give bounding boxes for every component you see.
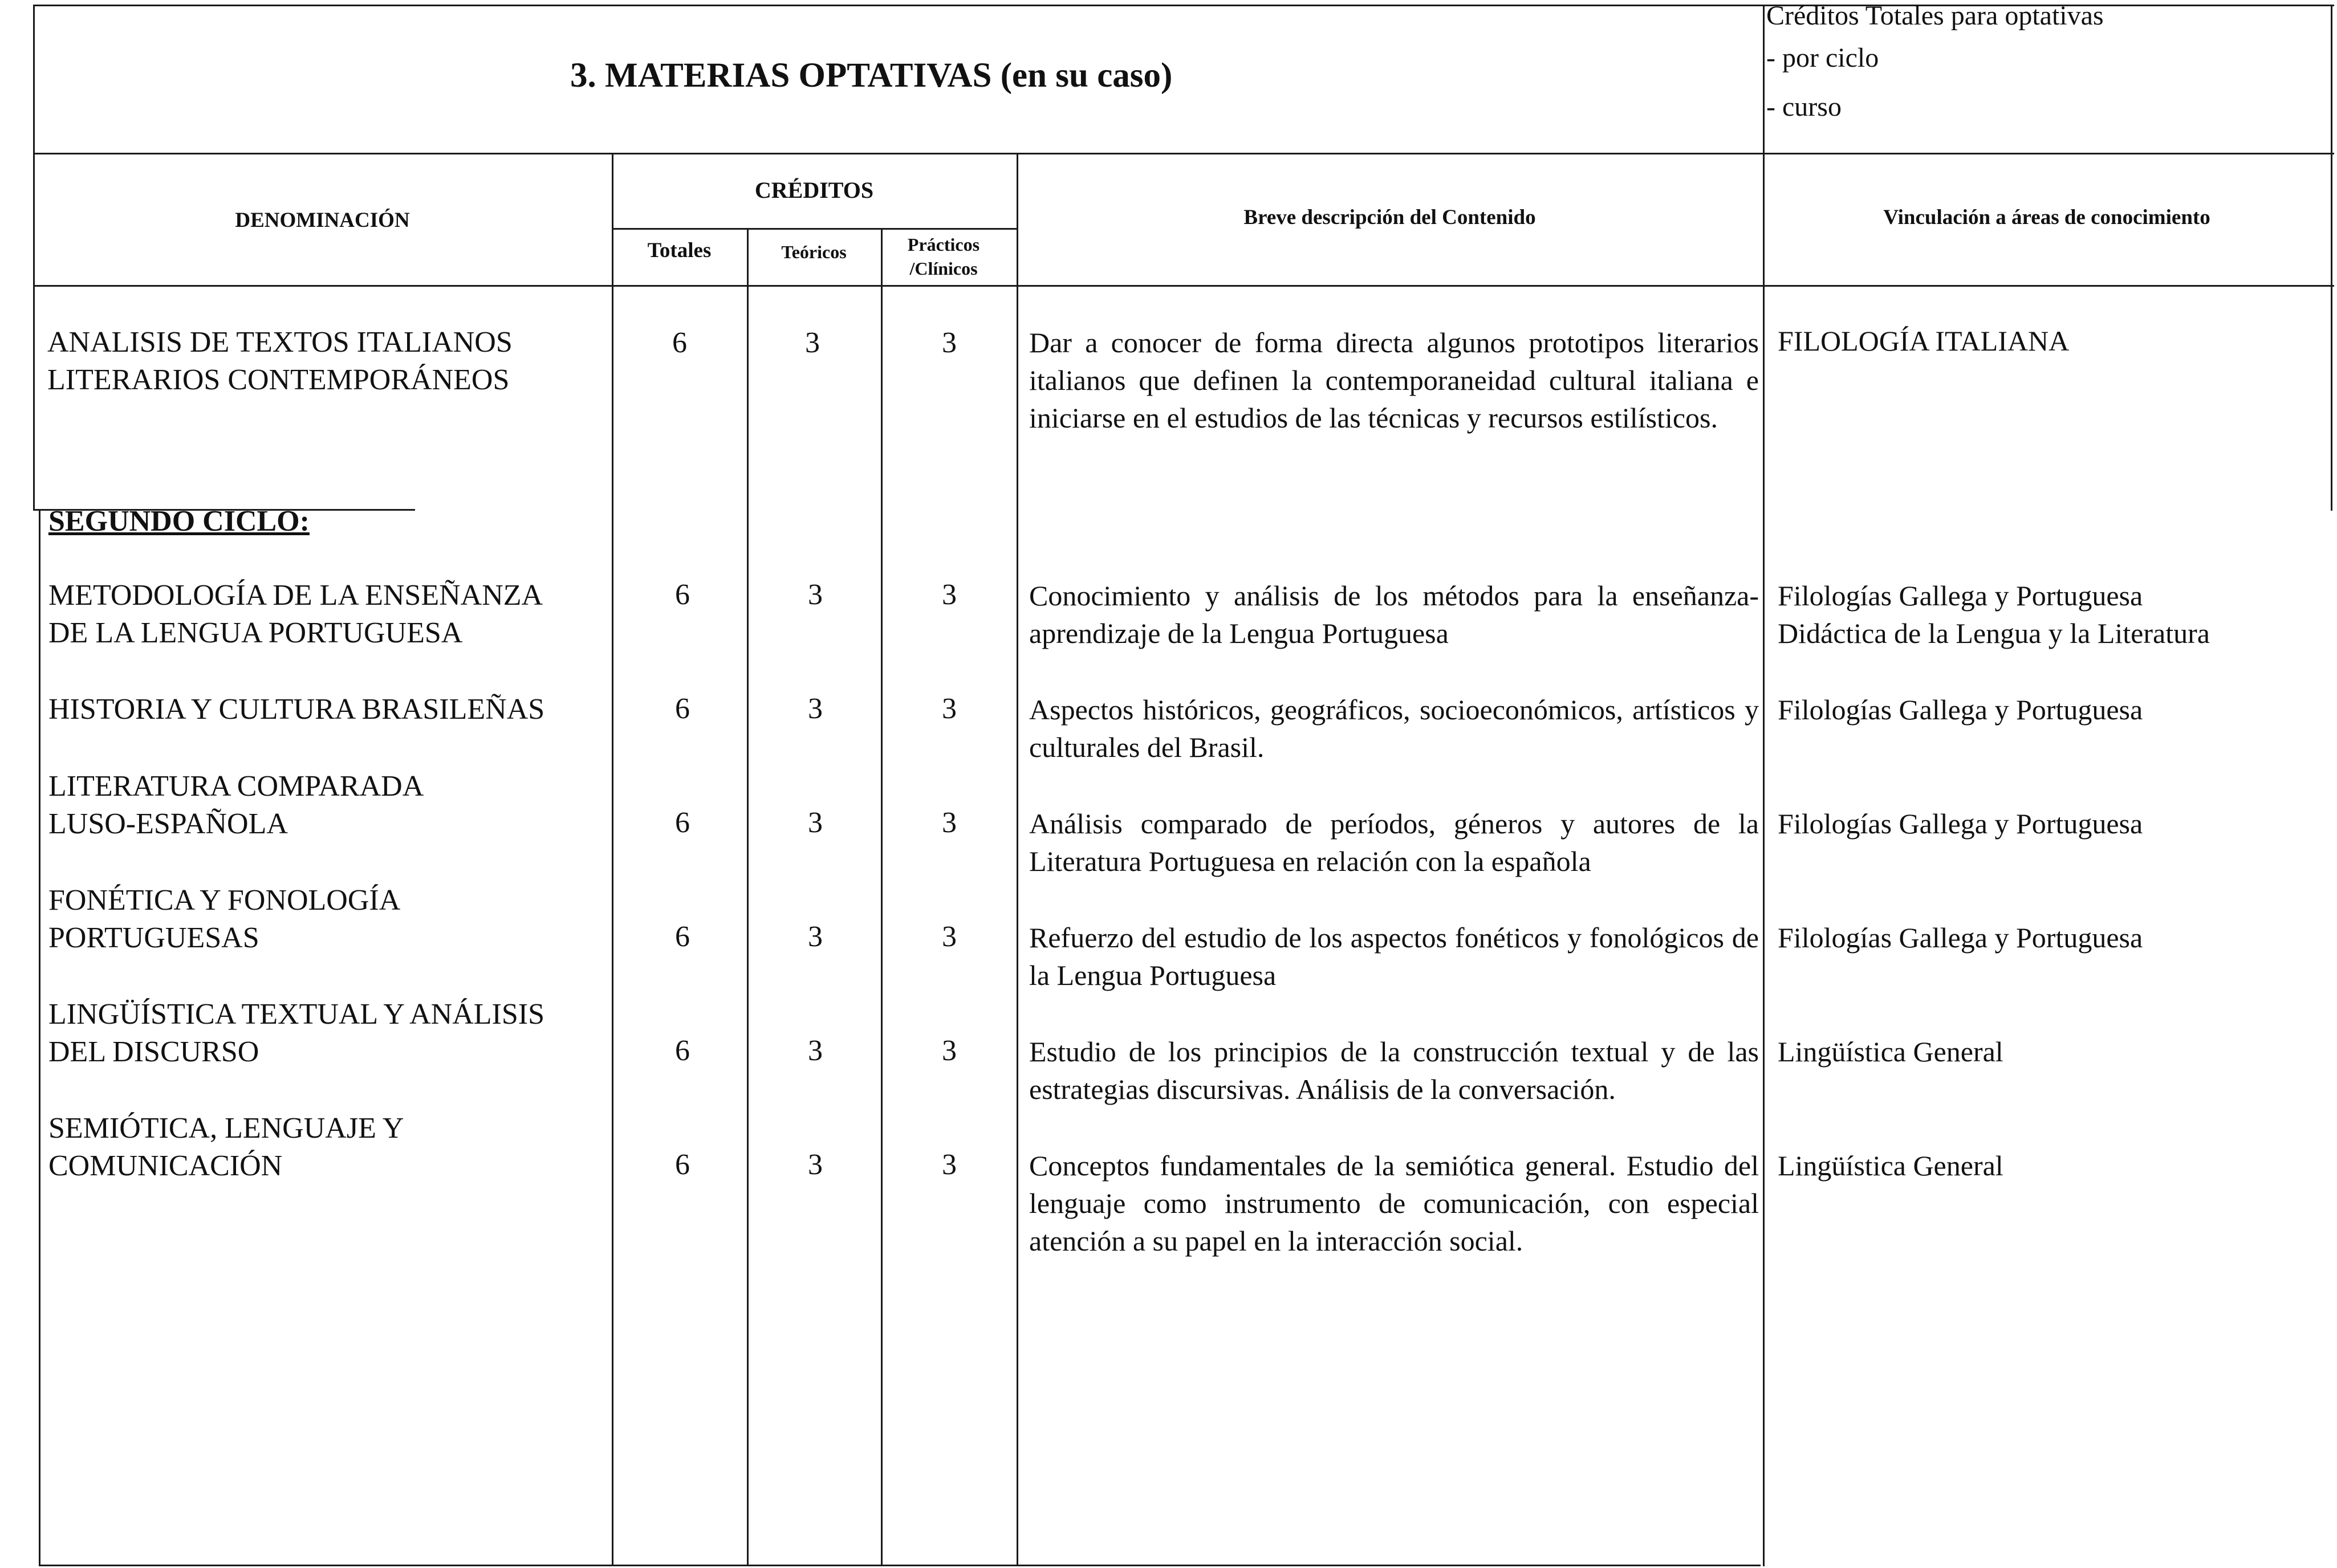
col-header-denominacion: DENOMINACIÓN <box>235 209 410 232</box>
row-1-name-line-2: LITERARIOS CONTEMPORÁNEOS <box>47 364 510 396</box>
row-1-area-1: FILOLOGÍA ITALIANA <box>1778 325 2070 357</box>
row-2-name-line-2: DE LA LENGUA PORTUGUESA <box>48 617 463 649</box>
row-4-teoricos: 3 <box>808 807 823 839</box>
row-1-totales: 6 <box>672 327 687 359</box>
rule-colheader-bottom <box>33 285 2334 287</box>
row-5-teoricos: 3 <box>808 921 823 953</box>
row-3-description: Aspectos históricos, geográficos, socioeconómicos, artísticos y culturales del Brasil. <box>1029 694 1759 763</box>
rule-creditos-split <box>612 228 1017 230</box>
row-3-area-1: Filologías Gallega y Portuguesa <box>1778 694 2143 726</box>
row-7-totales: 6 <box>675 1148 690 1181</box>
col-header-totales: Totales <box>647 239 712 262</box>
row-5-name-line-2: PORTUGUESAS <box>48 922 259 954</box>
row-6-teoricos: 3 <box>808 1035 823 1067</box>
row-3-totales: 6 <box>675 693 690 725</box>
row-2-teoricos: 3 <box>808 579 823 611</box>
page-title: 3. MATERIAS OPTATIVAS (en su caso) <box>570 56 1173 95</box>
row-6-area-1: Lingüística General <box>1778 1036 2003 1068</box>
row-4-description: Análisis comparado de períodos, géneros y autores de la Literatura Portuguesa en relación con la española <box>1029 808 1759 877</box>
row-2-area-2: Didáctica de la Lengua y la Literatura <box>1778 617 2210 649</box>
row-7-area-1: Lingüística General <box>1778 1150 2003 1182</box>
rule-left <box>33 5 35 509</box>
row-5-totales: 6 <box>675 921 690 953</box>
rule-col-vinculacion <box>1763 5 1765 1566</box>
credits-box-line-2: - por ciclo <box>1766 43 1879 73</box>
row-4-area-1: Filologías Gallega y Portuguesa <box>1778 808 2143 840</box>
credits-box-line-3: - curso <box>1766 92 1842 122</box>
row-4-totales: 6 <box>675 807 690 839</box>
rule-col-teoricos <box>747 228 749 1566</box>
rule-col-practicos <box>881 228 883 1566</box>
col-header-practicos: Prácticos /Clínicos <box>907 234 980 279</box>
row-7-description: Conceptos fundamentales de la semiótica general. Estudio del lenguaje como instrumento de comunicación, con especial atención a su papel en la interacción social. <box>1029 1150 1759 1257</box>
row-3-name-line-1: HISTORIA Y CULTURA BRASILEÑAS <box>48 693 545 726</box>
credits-box-line-1: Créditos Totales para optativas <box>1766 1 2104 31</box>
row-1-name-line-1: ANALISIS DE TEXTOS ITALIANOS <box>47 326 513 359</box>
rule-col-creditos <box>612 153 613 1566</box>
row-5-description: Refuerzo del estudio de los aspectos fonéticos y fonológicos de la Lengua Portuguesa <box>1029 922 1759 991</box>
row-6-totales: 6 <box>675 1035 690 1067</box>
row-7-teoricos: 3 <box>808 1148 823 1181</box>
row-2-practicos: 3 <box>942 579 957 611</box>
rule-header-bottom <box>33 153 2334 154</box>
rule-left-lower <box>39 509 40 1566</box>
row-2-area-1: Filologías Gallega y Portuguesa <box>1778 580 2143 612</box>
col-header-teoricos: Teóricos <box>781 242 847 262</box>
rule-col-descripcion <box>1017 153 1018 1566</box>
rule-right <box>2331 5 2332 511</box>
row-5-name-line-1: FONÉTICA Y FONOLOGÍA <box>48 884 401 917</box>
col-header-vinculacion: Vinculación a áreas de conocimiento <box>1883 206 2210 229</box>
row-1-description: Dar a conocer de forma directa algunos prototipos literarios italianos que definen la contemporaneidad cultural italiana e iniciarse en el estudios de las técnicas y recursos estilísticos. <box>1029 327 1759 434</box>
col-header-descripcion: Breve descripción del Contenido <box>1243 206 1536 229</box>
row-1-teoricos: 3 <box>805 327 820 359</box>
section-label-segundo-ciclo: SEGUNDO CICLO: <box>48 505 310 537</box>
row-7-name-line-2: COMUNICACIÓN <box>48 1150 283 1182</box>
row-5-area-1: Filologías Gallega y Portuguesa <box>1778 922 2143 954</box>
row-7-practicos: 3 <box>942 1148 957 1181</box>
row-3-teoricos: 3 <box>808 693 823 725</box>
row-1-practicos: 3 <box>942 327 957 359</box>
row-2-totales: 6 <box>675 579 690 611</box>
row-6-name-line-1: LINGÜÍSTICA TEXTUAL Y ANÁLISIS <box>48 998 544 1031</box>
row-6-name-line-2: DEL DISCURSO <box>48 1036 259 1068</box>
rule-bottom <box>39 1565 1761 1566</box>
row-4-practicos: 3 <box>942 807 957 839</box>
row-6-description: Estudio de los principios de la construcción textual y de las estrategias discursivas. Análisis de la conversación. <box>1029 1036 1759 1105</box>
row-6-practicos: 3 <box>942 1035 957 1067</box>
row-4-name-line-1: LITERATURA COMPARADA <box>48 770 424 803</box>
row-4-name-line-2: LUSO-ESPAÑOLA <box>48 808 288 840</box>
col-header-creditos: CRÉDITOS <box>754 177 874 203</box>
row-2-description: Conocimiento y análisis de los métodos para la enseñanza-aprendizaje de la Lengua Portuguesa <box>1029 580 1759 649</box>
row-2-name-line-1: METODOLOGÍA DE LA ENSEÑANZA <box>48 579 543 612</box>
row-5-practicos: 3 <box>942 921 957 953</box>
row-7-name-line-1: SEMIÓTICA, LENGUAJE Y <box>48 1112 404 1145</box>
row-3-practicos: 3 <box>942 693 957 725</box>
